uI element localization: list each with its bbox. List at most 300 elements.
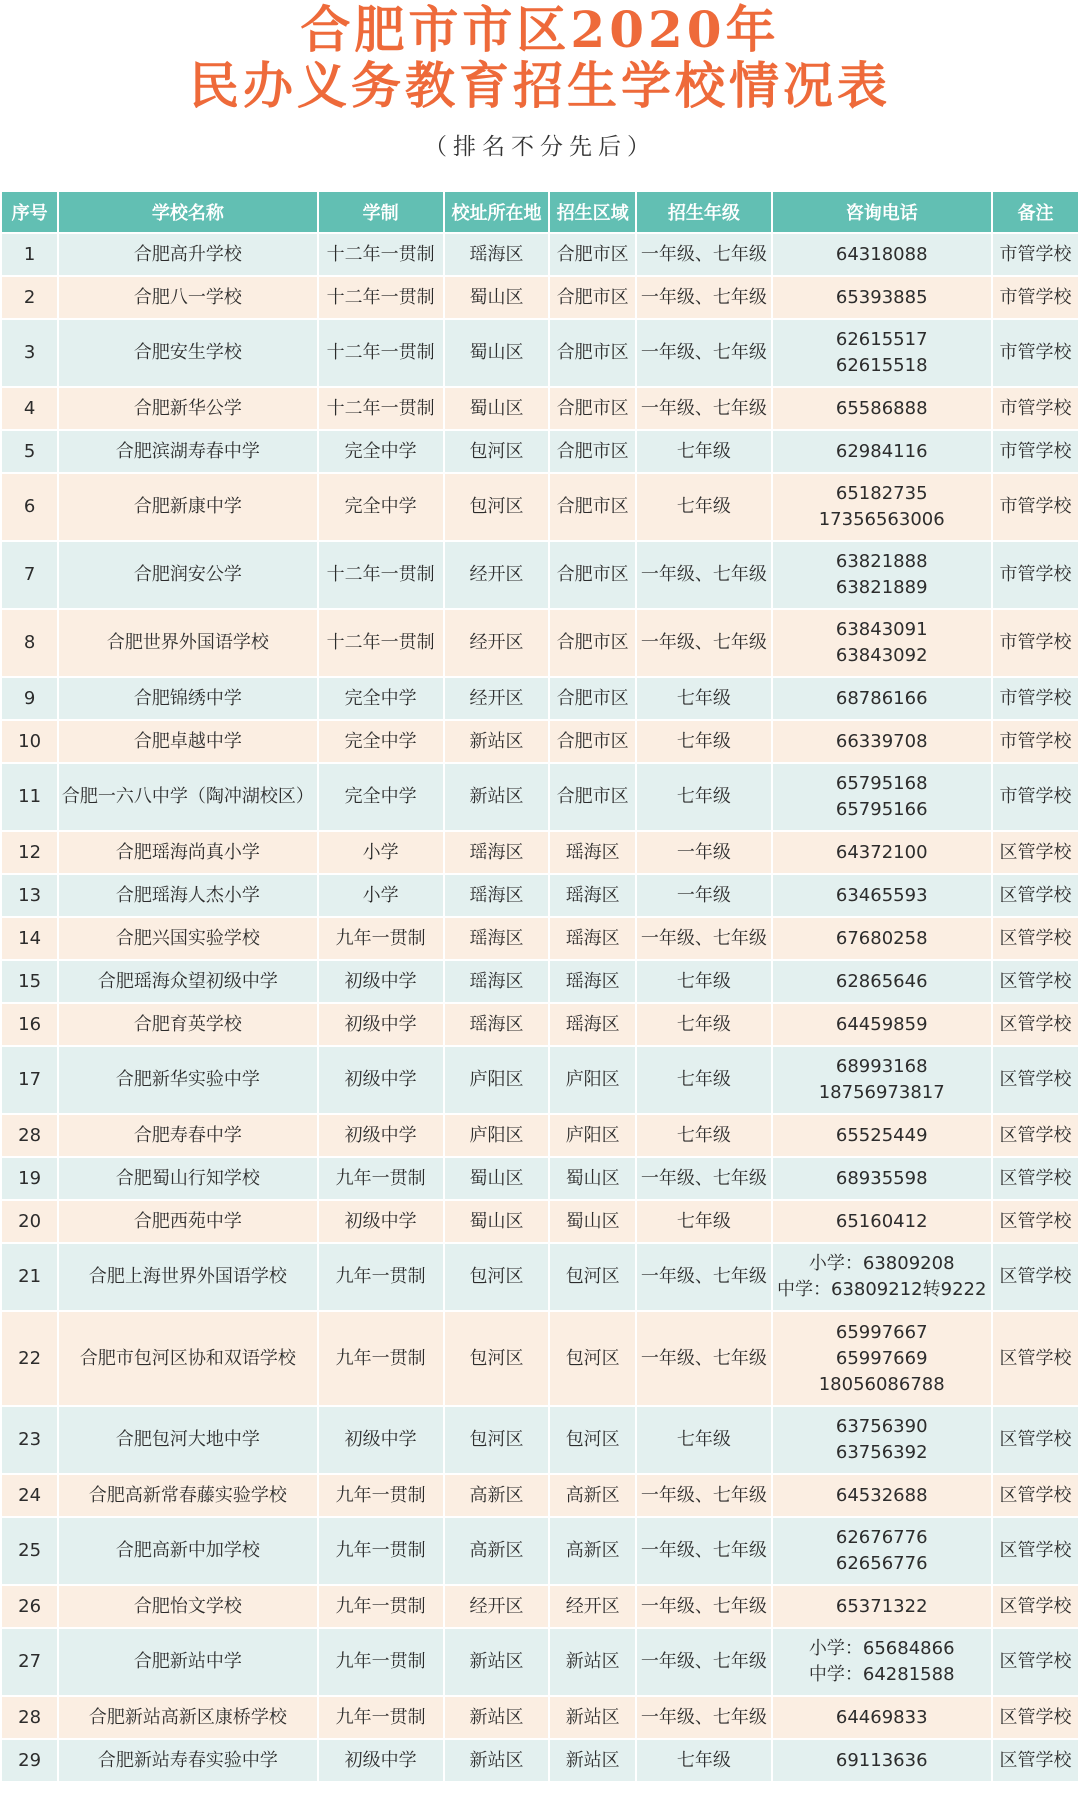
- school-location-cell: 新站区: [445, 721, 548, 762]
- school-location-cell: 瑶海区: [445, 832, 548, 873]
- enrollment-grade-cell: 一年级、七年级: [637, 1158, 770, 1199]
- school-name-cell: 合肥新站高新区康桥学校: [59, 1697, 316, 1738]
- school-location-cell: 新站区: [445, 1697, 548, 1738]
- school-location-cell: 高新区: [445, 1518, 548, 1584]
- note-cell: 市管学校: [993, 678, 1078, 719]
- table-row: [2, 1407, 1078, 1473]
- table-row: [2, 388, 1078, 429]
- school-location-cell: 瑶海区: [445, 961, 548, 1002]
- note-cell: 市管学校: [993, 610, 1078, 676]
- phone-number: 62865646: [835, 970, 928, 992]
- phone-number: 65586888: [835, 397, 928, 419]
- enrollment-grade-cell: 一年级、七年级: [637, 234, 770, 275]
- enrollment-grade-cell: 一年级、七年级: [637, 610, 770, 676]
- phone-cell: [773, 1740, 991, 1781]
- row-number-cell: 9: [2, 678, 57, 719]
- phone-cell: [773, 1697, 991, 1738]
- phone-number: 中学：63809212转9222: [777, 1279, 987, 1300]
- table-body: [2, 234, 1078, 1781]
- enrollment-area-cell: 瑶海区: [550, 832, 635, 873]
- row-number-cell: 28: [2, 1697, 57, 1738]
- table-row: [2, 1475, 1078, 1516]
- row-number-cell: 25: [2, 1518, 57, 1584]
- school-system-cell: 初级中学: [319, 961, 443, 1002]
- note-cell: 区管学校: [993, 1312, 1078, 1405]
- school-location-cell: 包河区: [445, 1244, 548, 1310]
- phone-number: 65160412: [835, 1210, 928, 1232]
- column-header: 学制: [319, 192, 443, 232]
- phone-number: 18056086788: [818, 1373, 945, 1395]
- enrollment-grade-cell: 一年级、七年级: [637, 1518, 770, 1584]
- phone-cell: [773, 1629, 991, 1695]
- phone-number: 63465593: [835, 884, 928, 906]
- school-location-cell: 蜀山区: [445, 388, 548, 429]
- enrollment-grade-cell: 七年级: [637, 961, 770, 1002]
- phone-cell: [773, 1312, 991, 1405]
- page-subtitle: （排名不分先后）: [424, 134, 656, 160]
- enrollment-area-cell: 合肥市区: [550, 764, 635, 830]
- phone-cell: [773, 764, 991, 830]
- phone-number: 68935598: [835, 1167, 928, 1189]
- column-header: 招生区域: [550, 192, 635, 232]
- phone-cell: [773, 875, 991, 916]
- enrollment-grade-cell: 七年级: [637, 474, 770, 540]
- phone-cell: [773, 610, 991, 676]
- school-location-cell: 包河区: [445, 1407, 548, 1473]
- phone-cell: [773, 1047, 991, 1113]
- note-cell: 区管学校: [993, 1115, 1078, 1156]
- phone-cell: [773, 1244, 991, 1310]
- school-location-cell: 高新区: [445, 1475, 548, 1516]
- enrollment-area-cell: 瑶海区: [550, 961, 635, 1002]
- row-number-cell: 20: [2, 1201, 57, 1242]
- table-row: [2, 1047, 1078, 1113]
- phone-number: 65795166: [835, 799, 928, 820]
- school-system-cell: 小学: [319, 832, 443, 873]
- phone-cell: [773, 388, 991, 429]
- row-number-cell: 4: [2, 388, 57, 429]
- school-name-cell: 合肥瑶海尚真小学: [59, 832, 316, 873]
- row-number-cell: 2: [2, 277, 57, 318]
- note-cell: 区管学校: [993, 961, 1078, 1002]
- phone-number: 18756973817: [818, 1082, 945, 1103]
- enrollment-grade-cell: 七年级: [637, 1004, 770, 1045]
- enrollment-area-cell: 经开区: [550, 1586, 635, 1627]
- school-location-cell: 庐阳区: [445, 1047, 548, 1113]
- school-system-cell: 十二年一贯制: [319, 388, 443, 429]
- note-cell: 区管学校: [993, 1740, 1078, 1781]
- phone-number: 65525449: [835, 1124, 928, 1146]
- phone-number: 小学：63809208: [808, 1253, 955, 1274]
- row-number-cell: 6: [2, 474, 57, 540]
- enrollment-grade-cell: 一年级、七年级: [637, 320, 770, 386]
- enrollment-area-cell: 瑶海区: [550, 1004, 635, 1045]
- enrollment-area-cell: 合肥市区: [550, 721, 635, 762]
- table-row: [2, 1158, 1078, 1199]
- row-number-cell: 8: [2, 610, 57, 676]
- table-row: [2, 1629, 1078, 1695]
- phone-number: 63843092: [835, 645, 928, 666]
- page-title-line1: 合肥市市区2020年: [300, 0, 780, 59]
- table-row: [2, 721, 1078, 762]
- phone-number: 64459859: [835, 1013, 928, 1035]
- row-number-cell: 13: [2, 875, 57, 916]
- note-cell: 区管学校: [993, 1158, 1078, 1199]
- table-row: [2, 1244, 1078, 1310]
- school-system-cell: 九年一贯制: [319, 1158, 443, 1199]
- phone-cell: [773, 1201, 991, 1242]
- enrollment-area-cell: 合肥市区: [550, 610, 635, 676]
- school-name-cell: 合肥市包河区协和双语学校: [59, 1312, 316, 1405]
- school-location-cell: 蜀山区: [445, 320, 548, 386]
- school-location-cell: 庐阳区: [445, 1115, 548, 1156]
- page-title-line2: 民办义务教育招生学校情况表: [189, 56, 891, 115]
- column-header: 学校名称: [59, 192, 316, 232]
- enrollment-area-cell: 包河区: [550, 1407, 635, 1473]
- column-header: 校址所在地: [445, 192, 548, 232]
- phone-number: 62676776: [835, 1527, 928, 1548]
- note-cell: 市管学校: [993, 764, 1078, 830]
- table-row: [2, 1201, 1078, 1242]
- column-header: 咨询电话: [773, 192, 991, 232]
- school-location-cell: 瑶海区: [445, 875, 548, 916]
- enrollment-grade-cell: 七年级: [637, 1047, 770, 1113]
- note-cell: 区管学校: [993, 1586, 1078, 1627]
- school-name-cell: 合肥新华实验中学: [59, 1047, 316, 1113]
- school-location-cell: 瑶海区: [445, 234, 548, 275]
- enrollment-area-cell: 蜀山区: [550, 1201, 635, 1242]
- school-location-cell: 新站区: [445, 764, 548, 830]
- note-cell: 市管学校: [993, 431, 1078, 472]
- enrollment-area-cell: 新站区: [550, 1629, 635, 1695]
- phone-cell: [773, 1115, 991, 1156]
- phone-number: 68993168: [835, 1056, 928, 1077]
- enrollment-area-cell: 高新区: [550, 1518, 635, 1584]
- enrollment-grade-cell: 一年级、七年级: [637, 1475, 770, 1516]
- enrollment-area-cell: 合肥市区: [550, 474, 635, 540]
- note-cell: 区管学校: [993, 832, 1078, 873]
- page-header: [0, 0, 1080, 190]
- phone-cell: [773, 474, 991, 540]
- enrollment-area-cell: 包河区: [550, 1244, 635, 1310]
- school-name-cell: 合肥瑶海人杰小学: [59, 875, 316, 916]
- note-cell: 市管学校: [993, 320, 1078, 386]
- phone-cell: [773, 832, 991, 873]
- school-name-cell: 合肥高升学校: [59, 234, 316, 275]
- school-system-cell: 九年一贯制: [319, 1244, 443, 1310]
- school-name-cell: 合肥锦绣中学: [59, 678, 316, 719]
- table-row: [2, 832, 1078, 873]
- column-header: 招生年级: [637, 192, 770, 232]
- school-system-cell: 初级中学: [319, 1740, 443, 1781]
- row-number-cell: 12: [2, 832, 57, 873]
- row-number-cell: 3: [2, 320, 57, 386]
- note-cell: 区管学校: [993, 1047, 1078, 1113]
- enrollment-grade-cell: 一年级、七年级: [637, 1629, 770, 1695]
- school-name-cell: 合肥一六八中学（陶冲湖校区）: [59, 764, 316, 830]
- enrollment-grade-cell: 一年级、七年级: [637, 388, 770, 429]
- phone-number: 小学：65684866: [808, 1638, 955, 1659]
- phone-number: 中学：64281588: [808, 1664, 955, 1685]
- phone-number: 62984116: [835, 440, 928, 462]
- enrollment-area-cell: 合肥市区: [550, 388, 635, 429]
- row-number-cell: 22: [2, 1312, 57, 1405]
- phone-number: 64318088: [835, 243, 928, 265]
- school-name-cell: 合肥世界外国语学校: [59, 610, 316, 676]
- enrollment-grade-cell: 七年级: [637, 678, 770, 719]
- row-number-cell: 5: [2, 431, 57, 472]
- phone-number: 68786166: [835, 687, 928, 709]
- note-cell: 区管学校: [993, 1004, 1078, 1045]
- phone-number: 69113636: [835, 1749, 928, 1771]
- note-cell: 区管学校: [993, 1475, 1078, 1516]
- phone-number: 64532688: [835, 1484, 928, 1506]
- school-system-cell: 九年一贯制: [319, 918, 443, 959]
- phone-cell: [773, 1158, 991, 1199]
- phone-number: 65997669: [835, 1347, 928, 1369]
- table-row: [2, 234, 1078, 275]
- enrollment-area-cell: 合肥市区: [550, 431, 635, 472]
- note-cell: 区管学校: [993, 1407, 1078, 1473]
- phone-number: 17356563006: [818, 509, 945, 530]
- school-name-cell: 合肥高新常春藤实验学校: [59, 1475, 316, 1516]
- school-system-cell: 初级中学: [319, 1115, 443, 1156]
- row-number-cell: 14: [2, 918, 57, 959]
- row-number-cell: 28: [2, 1115, 57, 1156]
- row-number-cell: 24: [2, 1475, 57, 1516]
- school-system-cell: 九年一贯制: [319, 1586, 443, 1627]
- school-location-cell: 新站区: [445, 1629, 548, 1695]
- table-row: [2, 1740, 1078, 1781]
- school-location-cell: 经开区: [445, 610, 548, 676]
- note-cell: 区管学校: [993, 1201, 1078, 1242]
- phone-cell: [773, 1586, 991, 1627]
- school-name-cell: 合肥怡文学校: [59, 1586, 316, 1627]
- phone-number: 65393885: [835, 286, 928, 308]
- school-system-cell: 九年一贯制: [319, 1697, 443, 1738]
- enrollment-area-cell: 瑶海区: [550, 918, 635, 959]
- note-cell: 区管学校: [993, 1244, 1078, 1310]
- school-name-cell: 合肥新康中学: [59, 474, 316, 540]
- school-location-cell: 经开区: [445, 1586, 548, 1627]
- school-name-cell: 合肥新华公学: [59, 388, 316, 429]
- phone-cell: [773, 1518, 991, 1584]
- school-name-cell: 合肥蜀山行知学校: [59, 1158, 316, 1199]
- note-cell: 区管学校: [993, 1629, 1078, 1695]
- phone-number: 66339708: [835, 730, 928, 752]
- school-name-cell: 合肥寿春中学: [59, 1115, 316, 1156]
- phone-cell: [773, 234, 991, 275]
- phone-cell: [773, 542, 991, 608]
- phone-number: 65795168: [835, 773, 928, 794]
- enrollment-area-cell: 合肥市区: [550, 234, 635, 275]
- school-system-cell: 完全中学: [319, 474, 443, 540]
- enrollment-grade-cell: 一年级、七年级: [637, 542, 770, 608]
- note-cell: 市管学校: [993, 542, 1078, 608]
- enrollment-area-cell: 蜀山区: [550, 1158, 635, 1199]
- table-row: [2, 542, 1078, 608]
- school-name-cell: 合肥包河大地中学: [59, 1407, 316, 1473]
- table-row: [2, 678, 1078, 719]
- enrollment-area-cell: 新站区: [550, 1697, 635, 1738]
- school-name-cell: 合肥新站中学: [59, 1629, 316, 1695]
- school-system-cell: 完全中学: [319, 431, 443, 472]
- phone-cell: [773, 277, 991, 318]
- school-name-cell: 合肥卓越中学: [59, 721, 316, 762]
- schools-table: [0, 190, 1080, 1783]
- enrollment-area-cell: 高新区: [550, 1475, 635, 1516]
- note-cell: 市管学校: [993, 277, 1078, 318]
- row-number-cell: 16: [2, 1004, 57, 1045]
- enrollment-grade-cell: 七年级: [637, 431, 770, 472]
- phone-cell: [773, 678, 991, 719]
- school-system-cell: 完全中学: [319, 764, 443, 830]
- table-row: [2, 1115, 1078, 1156]
- school-system-cell: 十二年一贯制: [319, 542, 443, 608]
- row-number-cell: 29: [2, 1740, 57, 1781]
- enrollment-grade-cell: 一年级、七年级: [637, 277, 770, 318]
- row-number-cell: 17: [2, 1047, 57, 1113]
- enrollment-area-cell: 合肥市区: [550, 277, 635, 318]
- school-system-cell: 小学: [319, 875, 443, 916]
- note-cell: 区管学校: [993, 875, 1078, 916]
- table-header-row: [2, 192, 1078, 232]
- note-cell: 市管学校: [993, 721, 1078, 762]
- enrollment-grade-cell: 七年级: [637, 1201, 770, 1242]
- enrollment-area-cell: 合肥市区: [550, 320, 635, 386]
- enrollment-area-cell: 合肥市区: [550, 542, 635, 608]
- school-location-cell: 包河区: [445, 1312, 548, 1405]
- table-row: [2, 875, 1078, 916]
- school-location-cell: 包河区: [445, 431, 548, 472]
- enrollment-area-cell: 合肥市区: [550, 678, 635, 719]
- enrollment-area-cell: 新站区: [550, 1740, 635, 1781]
- enrollment-grade-cell: 七年级: [637, 1407, 770, 1473]
- enrollment-grade-cell: 一年级、七年级: [637, 1586, 770, 1627]
- school-system-cell: 初级中学: [319, 1407, 443, 1473]
- note-cell: 市管学校: [993, 474, 1078, 540]
- phone-number: 65997667: [835, 1321, 928, 1343]
- row-number-cell: 19: [2, 1158, 57, 1199]
- phone-cell: [773, 1407, 991, 1473]
- school-name-cell: 合肥润安公学: [59, 542, 316, 608]
- table-row: [2, 1518, 1078, 1584]
- row-number-cell: 11: [2, 764, 57, 830]
- row-number-cell: 7: [2, 542, 57, 608]
- enrollment-area-cell: 瑶海区: [550, 875, 635, 916]
- enrollment-grade-cell: 一年级、七年级: [637, 1697, 770, 1738]
- school-system-cell: 十二年一贯制: [319, 277, 443, 318]
- school-location-cell: 包河区: [445, 474, 548, 540]
- table-row: [2, 918, 1078, 959]
- school-system-cell: 十二年一贯制: [319, 320, 443, 386]
- phone-number: 63756392: [835, 1442, 928, 1463]
- school-name-cell: 合肥上海世界外国语学校: [59, 1244, 316, 1310]
- row-number-cell: 26: [2, 1586, 57, 1627]
- school-system-cell: 初级中学: [319, 1047, 443, 1113]
- phone-number: 65182735: [835, 483, 928, 504]
- phone-cell: [773, 721, 991, 762]
- row-number-cell: 10: [2, 721, 57, 762]
- enrollment-grade-cell: 一年级: [637, 875, 770, 916]
- school-system-cell: 十二年一贯制: [319, 610, 443, 676]
- phone-number: 64469833: [835, 1706, 928, 1728]
- school-name-cell: 合肥瑶海众望初级中学: [59, 961, 316, 1002]
- enrollment-area-cell: 包河区: [550, 1312, 635, 1405]
- column-header: 备注: [993, 192, 1078, 232]
- enrollment-grade-cell: 一年级、七年级: [637, 1312, 770, 1405]
- note-cell: 区管学校: [993, 1697, 1078, 1738]
- row-number-cell: 1: [2, 234, 57, 275]
- phone-number: 62615517: [835, 329, 928, 350]
- school-location-cell: 瑶海区: [445, 1004, 548, 1045]
- table-row: [2, 610, 1078, 676]
- note-cell: 市管学校: [993, 388, 1078, 429]
- table-row: [2, 764, 1078, 830]
- table-row: [2, 320, 1078, 386]
- table-row: [2, 431, 1078, 472]
- enrollment-area-cell: 庐阳区: [550, 1115, 635, 1156]
- phone-number: 63821888: [835, 551, 928, 572]
- phone-number: 65371322: [835, 1595, 928, 1617]
- table-row: [2, 961, 1078, 1002]
- school-name-cell: 合肥安生学校: [59, 320, 316, 386]
- table-row: [2, 1004, 1078, 1045]
- school-system-cell: 初级中学: [319, 1201, 443, 1242]
- phone-number: 67680258: [835, 927, 928, 949]
- school-name-cell: 合肥八一学校: [59, 277, 316, 318]
- school-system-cell: 九年一贯制: [319, 1518, 443, 1584]
- phone-cell: [773, 1475, 991, 1516]
- phone-number: 64372100: [835, 841, 928, 863]
- phone-cell: [773, 918, 991, 959]
- phone-cell: [773, 1004, 991, 1045]
- phone-number: 63756390: [835, 1416, 928, 1437]
- phone-number: 63821889: [835, 577, 928, 598]
- school-location-cell: 蜀山区: [445, 1201, 548, 1242]
- enrollment-grade-cell: 七年级: [637, 1115, 770, 1156]
- school-system-cell: 完全中学: [319, 678, 443, 719]
- school-location-cell: 蜀山区: [445, 1158, 548, 1199]
- column-header: 序号: [2, 192, 57, 232]
- phone-number: 62615518: [835, 355, 928, 376]
- school-name-cell: 合肥高新中加学校: [59, 1518, 316, 1584]
- enrollment-grade-cell: 一年级、七年级: [637, 918, 770, 959]
- school-location-cell: 蜀山区: [445, 277, 548, 318]
- table-row: [2, 474, 1078, 540]
- row-number-cell: 27: [2, 1629, 57, 1695]
- school-system-cell: 九年一贯制: [319, 1629, 443, 1695]
- row-number-cell: 15: [2, 961, 57, 1002]
- school-name-cell: 合肥滨湖寿春中学: [59, 431, 316, 472]
- enrollment-grade-cell: 七年级: [637, 721, 770, 762]
- school-system-cell: 十二年一贯制: [319, 234, 443, 275]
- school-name-cell: 合肥育英学校: [59, 1004, 316, 1045]
- school-system-cell: 初级中学: [319, 1004, 443, 1045]
- school-system-cell: 九年一贯制: [319, 1312, 443, 1405]
- enrollment-grade-cell: 一年级: [637, 832, 770, 873]
- row-number-cell: 23: [2, 1407, 57, 1473]
- school-location-cell: 瑶海区: [445, 918, 548, 959]
- note-cell: 市管学校: [993, 234, 1078, 275]
- enrollment-grade-cell: 七年级: [637, 764, 770, 830]
- school-location-cell: 新站区: [445, 1740, 548, 1781]
- note-cell: 区管学校: [993, 1518, 1078, 1584]
- row-number-cell: 21: [2, 1244, 57, 1310]
- school-name-cell: 合肥新站寿春实验中学: [59, 1740, 316, 1781]
- school-system-cell: 九年一贯制: [319, 1475, 443, 1516]
- school-system-cell: 完全中学: [319, 721, 443, 762]
